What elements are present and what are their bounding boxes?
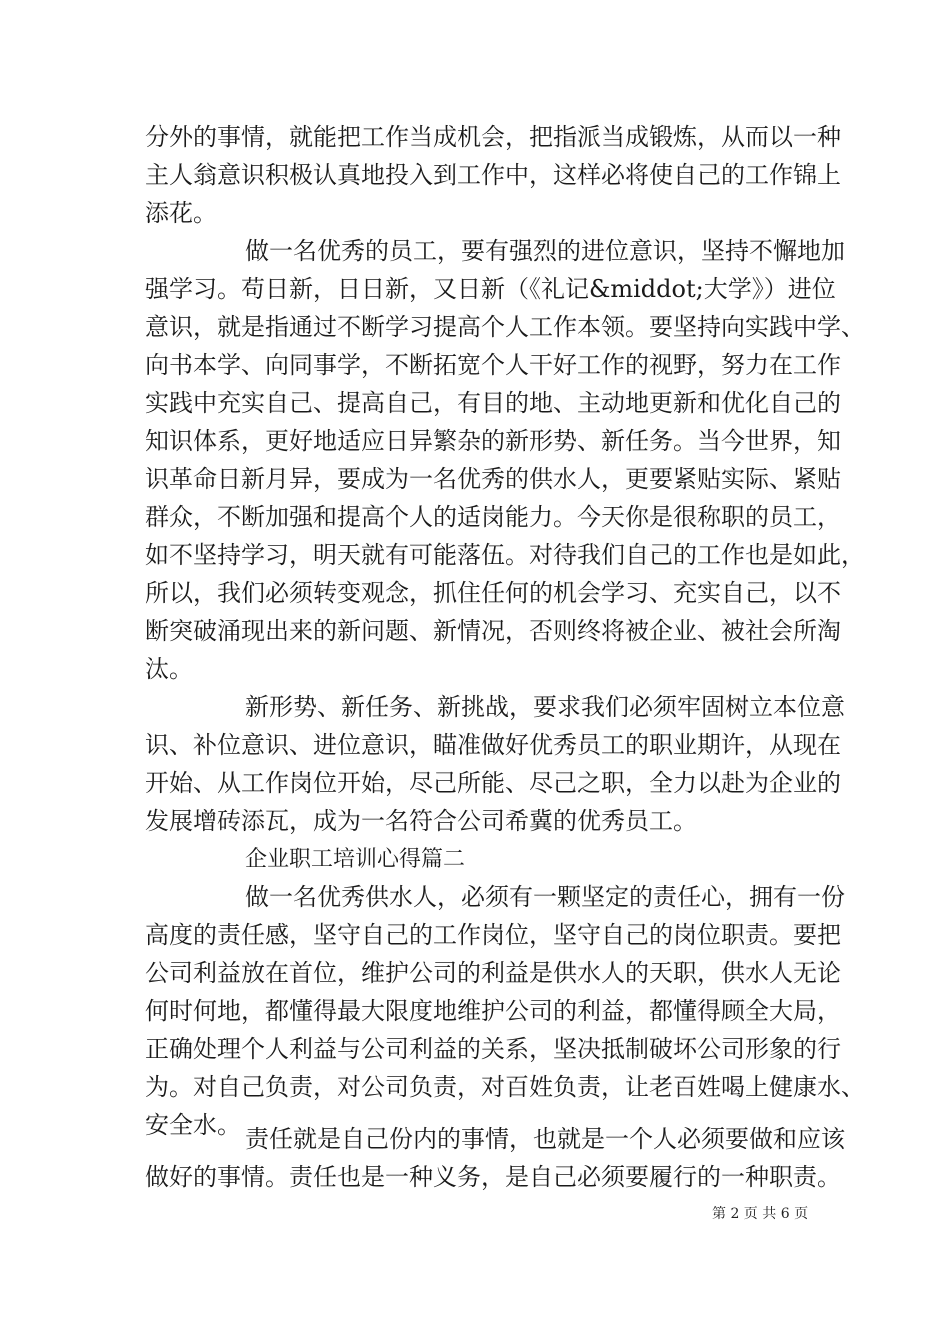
text-line: 意识，就是指通过不断学习提高个人工作本领。要坚持向实践中学、	[145, 313, 865, 341]
text-line: 添花。	[145, 199, 217, 227]
text-line: 所以，我们必须转变观念，抓住任何的机会学习、充实自己，以不	[145, 579, 841, 607]
text-line: 知识体系，更好地适应日异繁杂的新形势、新任务。当今世界，知	[145, 427, 841, 455]
text-line: 强学习。苟日新，日日新，又日新（《礼记&middot;大学》）进位	[145, 275, 836, 303]
paragraph-first-line: 责任就是自己份内的事情，也就是一个人必须要做和应该	[245, 1125, 845, 1153]
text-line: 做好的事情。责任也是一种义务，是自己必须要履行的一种职责。	[145, 1163, 841, 1191]
paragraph-first-line: 新形势、新任务、新挑战，要求我们必须牢固树立本位意	[245, 693, 845, 721]
text-line: 公司利益放在首位，维护公司的利益是供水人的天职，供水人无论	[145, 959, 841, 987]
section-heading: 企业职工培训心得篇二	[245, 847, 466, 872]
text-line: 如不坚持学习，明天就有可能落伍。对待我们自己的工作也是如此，	[145, 541, 865, 569]
text-line: 向书本学、向同事学，不断拓宽个人干好工作的视野，努力在工作	[145, 351, 841, 379]
text-line: 群众，不断加强和提高个人的适岗能力。今天你是很称职的员工，	[145, 503, 841, 531]
text-line: 何时何地，都懂得最大限度地维护公司的利益，都懂得顾全大局，	[145, 997, 841, 1025]
paragraph-first-line: 做一名优秀的员工，要有强烈的进位意识，坚持不懈地加	[245, 237, 845, 265]
text-line: 识、补位意识、进位意识，瞄准做好优秀员工的职业期许，从现在	[145, 731, 841, 759]
text-line: 高度的责任感，坚守自己的工作岗位，坚守自己的岗位职责。要把	[145, 921, 841, 949]
text-line: 断突破涌现出来的新问题、新情况，否则终将被企业、被社会所淘	[145, 617, 841, 645]
page-number: 第 2 页 共 6 页	[712, 1206, 809, 1222]
paragraph-first-line: 做一名优秀供水人，必须有一颗坚定的责任心，拥有一份	[245, 883, 845, 911]
text-line: 分外的事情，就能把工作当成机会，把指派当成锻炼，从而以一种	[145, 123, 841, 151]
text-line: 汰。	[145, 655, 193, 683]
text-line: 识革命日新月异，要成为一名优秀的供水人，更要紧贴实际、紧贴	[145, 465, 841, 493]
text-line: 正确处理个人利益与公司利益的关系，坚决抵制破坏公司形象的行	[145, 1035, 841, 1063]
text-line: 开始、从工作岗位开始，尽己所能、尽己之职，全力以赴为企业的	[145, 769, 841, 797]
text-line: 发展增砖添瓦，成为一名符合公司希冀的优秀员工。	[145, 807, 697, 835]
text-line: 主人翁意识积极认真地投入到工作中，这样必将使自己的工作锦上	[145, 161, 841, 189]
text-line: 为。对自己负责，对公司负责，对百姓负责，让老百姓喝上健康水、	[145, 1073, 865, 1101]
text-line: 安全水。	[145, 1111, 241, 1139]
text-line: 实践中充实自己、提高自己，有目的地、主动地更新和优化自己的	[145, 389, 841, 417]
